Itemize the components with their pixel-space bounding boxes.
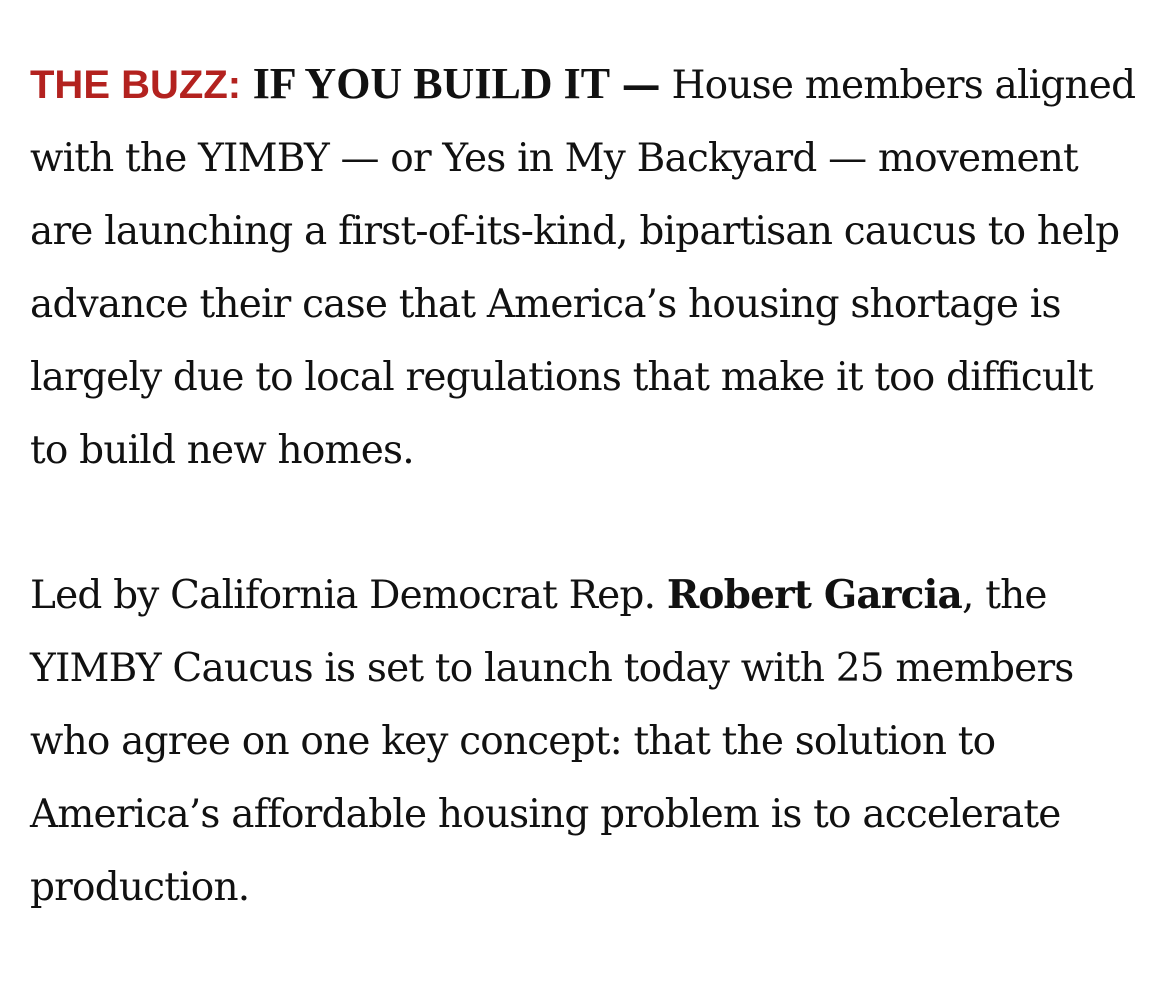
paragraph-buzz-text: House members aligned with the YIMBY — or Yes in My Backyard — movement are launching a first-of-its-kind, bipartisan caucus to help advance their case that America’s housing shortage is largely due to local regulations that make it too difficult to build new homes.: [30, 63, 1136, 473]
paragraph-caucus-text: , the YIMBY Caucus is set to launch today with 25 members who agree on one key concept: that the solution to America’s affordable housing problem is to accelerate production.: [30, 573, 1074, 910]
article-body: [30, 47, 1140, 924]
paragraph-buzz: [30, 47, 1140, 487]
paragraph-caucus-lead: Led by California Democrat Rep.: [30, 573, 656, 618]
headline: IF YOU BUILD IT: [252, 59, 611, 108]
headline-dash: —: [621, 62, 660, 108]
kicker-label: THE BUZZ:: [30, 63, 242, 107]
person-name: Robert Garcia: [666, 572, 963, 618]
paragraph-caucus: [30, 559, 1140, 924]
